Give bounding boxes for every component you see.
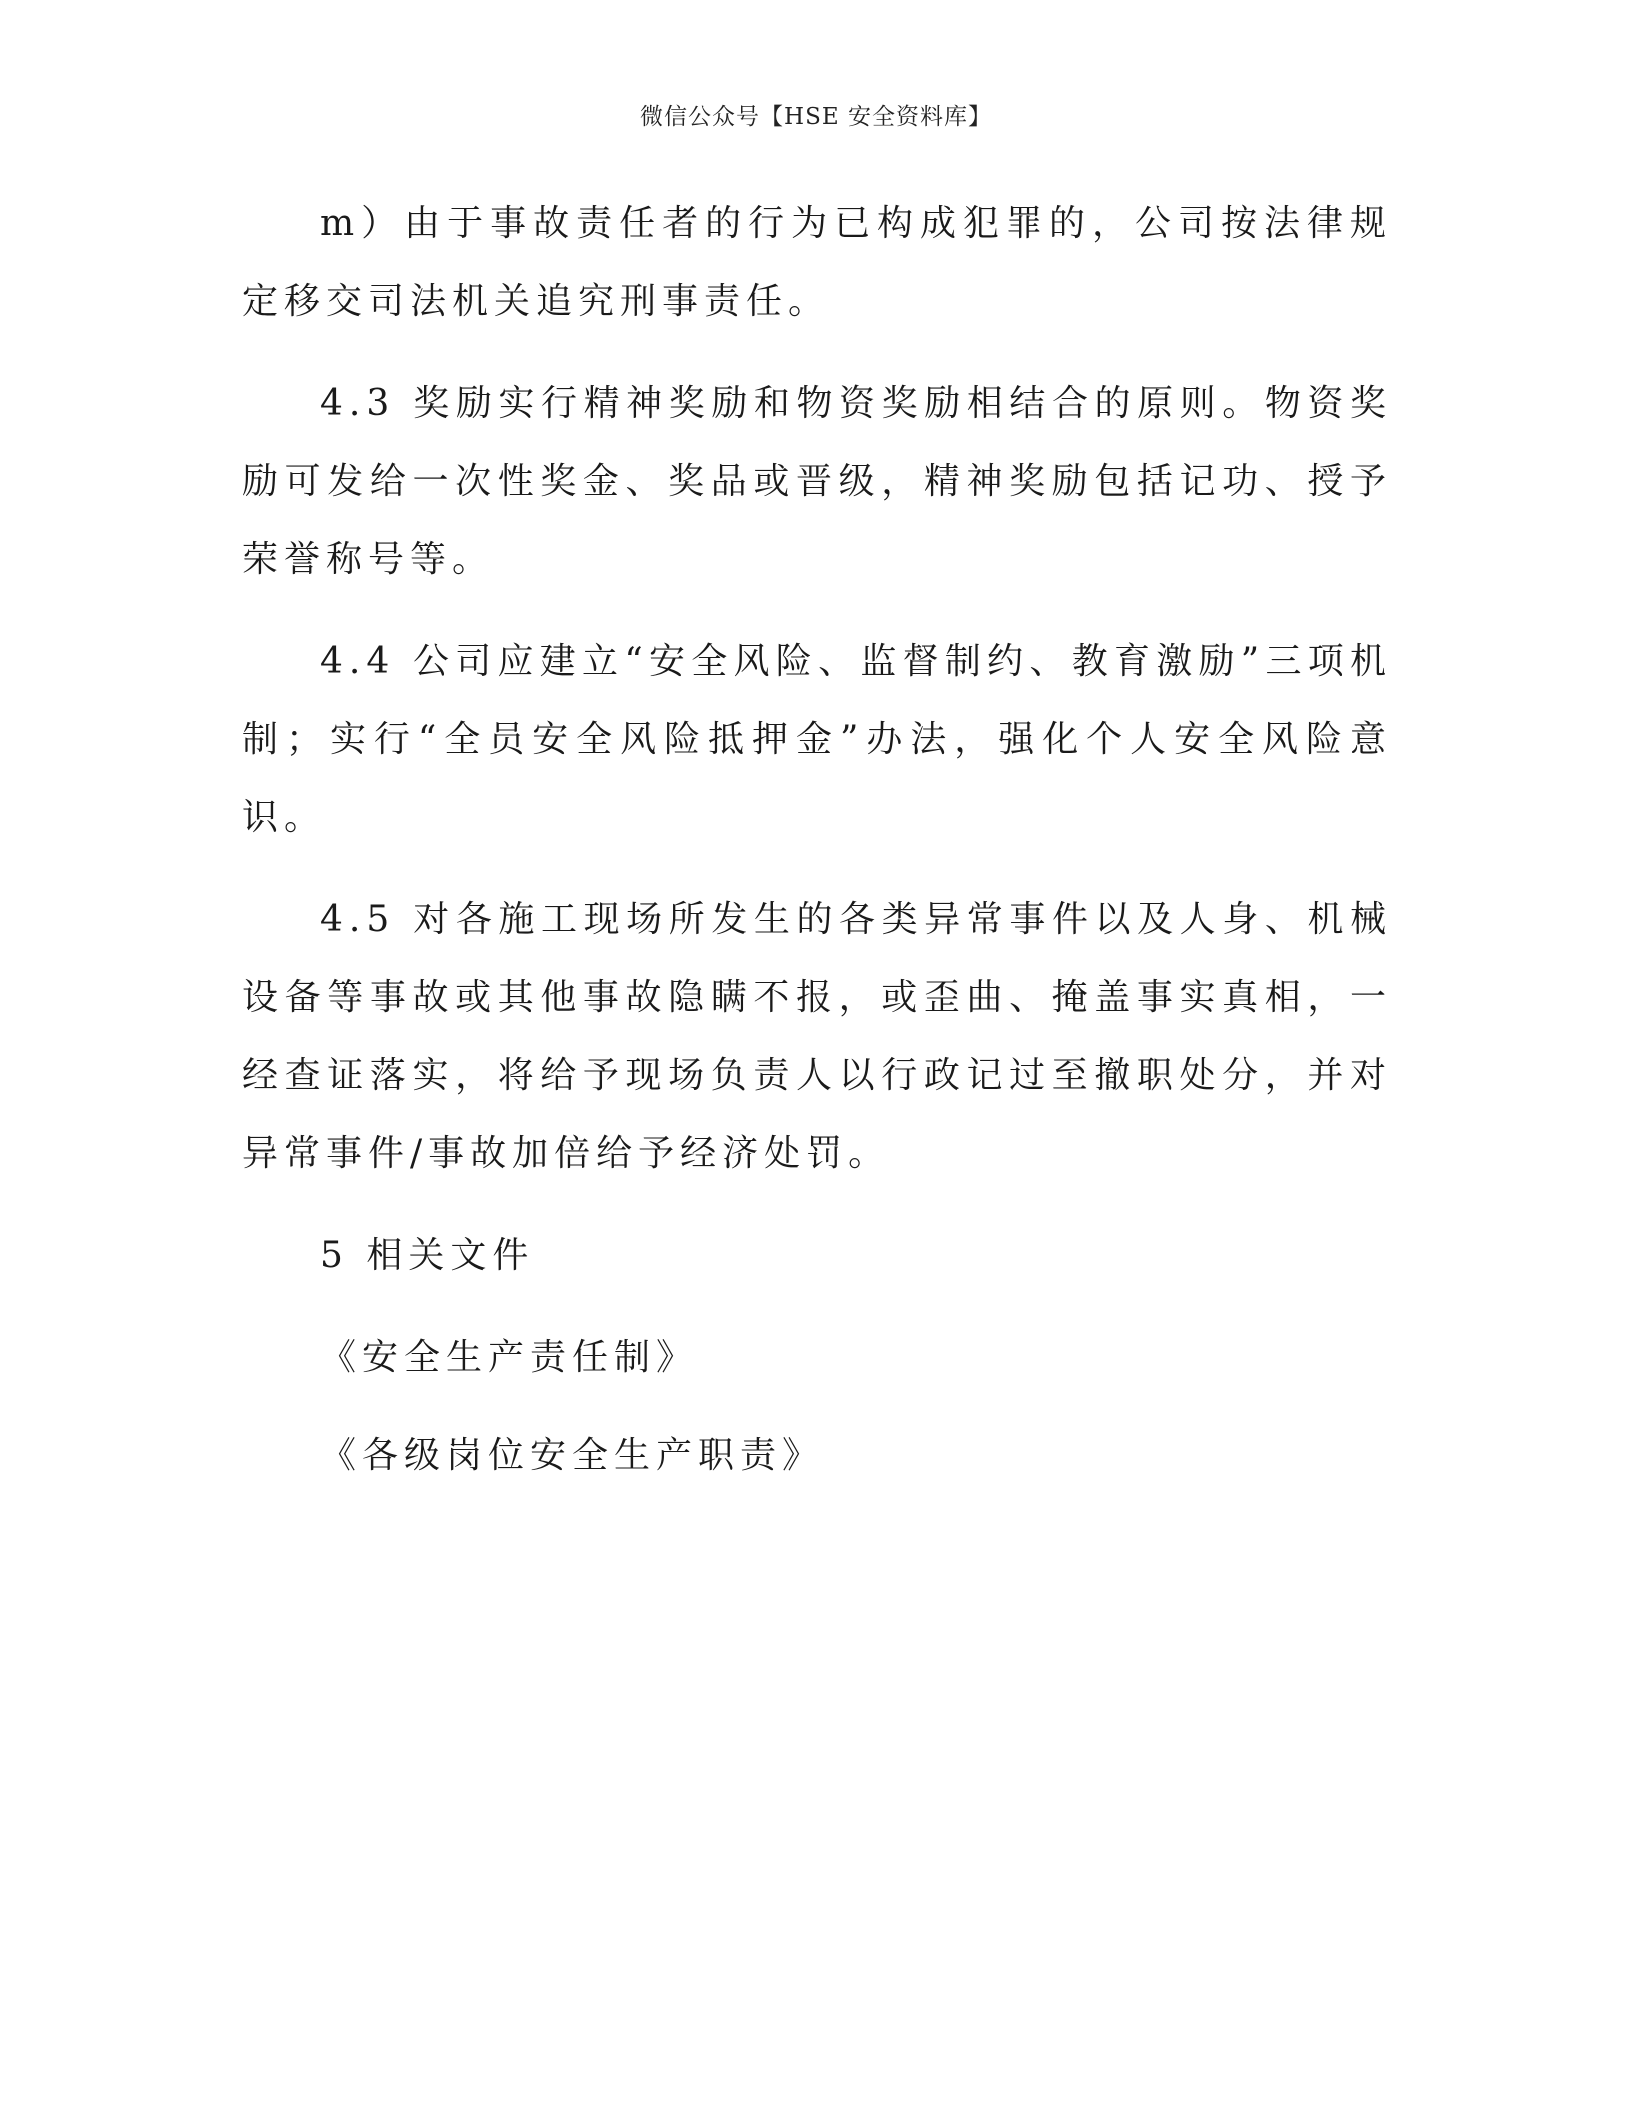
related-document-item: 《各级岗位安全生产职责》 bbox=[320, 1435, 825, 1476]
paragraph-4-5-concealment-penalty: 4.5 对各施工现场所发生的各类异常事件以及人身、机械设备等事故或其他事故隐瞒不报，或歪曲、掩盖事实真相，一经查证落实，将给予现场负责人以行政记过至撤职处分，并对异常事件/事故加倍给予经济处罚。 bbox=[242, 899, 1392, 1174]
document-body bbox=[242, 185, 1392, 1519]
paragraph-4-3-rewards: 4.3 奖励实行精神奖励和物资奖励相结合的原则。物资奖励可发给一次性奖金、奖品或晋级，精神奖励包括记功、授予荣誉称号等。 bbox=[242, 383, 1392, 580]
related-document-item: 《安全生产责任制》 bbox=[320, 1337, 699, 1378]
section-title-related-documents: 5 相关文件 bbox=[320, 1235, 535, 1276]
page-header: 微信公众号【HSE 安全资料库】 bbox=[640, 104, 992, 130]
paragraph-m-criminal-liability: m）由于事故责任者的行为已构成犯罪的，公司按法律规定移交司法机关追究刑事责任。 bbox=[242, 203, 1392, 322]
paragraph-4-4-mechanisms: 4.4 公司应建立“安全风险、监督制约、教育激励”三项机制；实行“全员安全风险抵押金”办法，强化个人安全风险意识。 bbox=[242, 641, 1392, 838]
